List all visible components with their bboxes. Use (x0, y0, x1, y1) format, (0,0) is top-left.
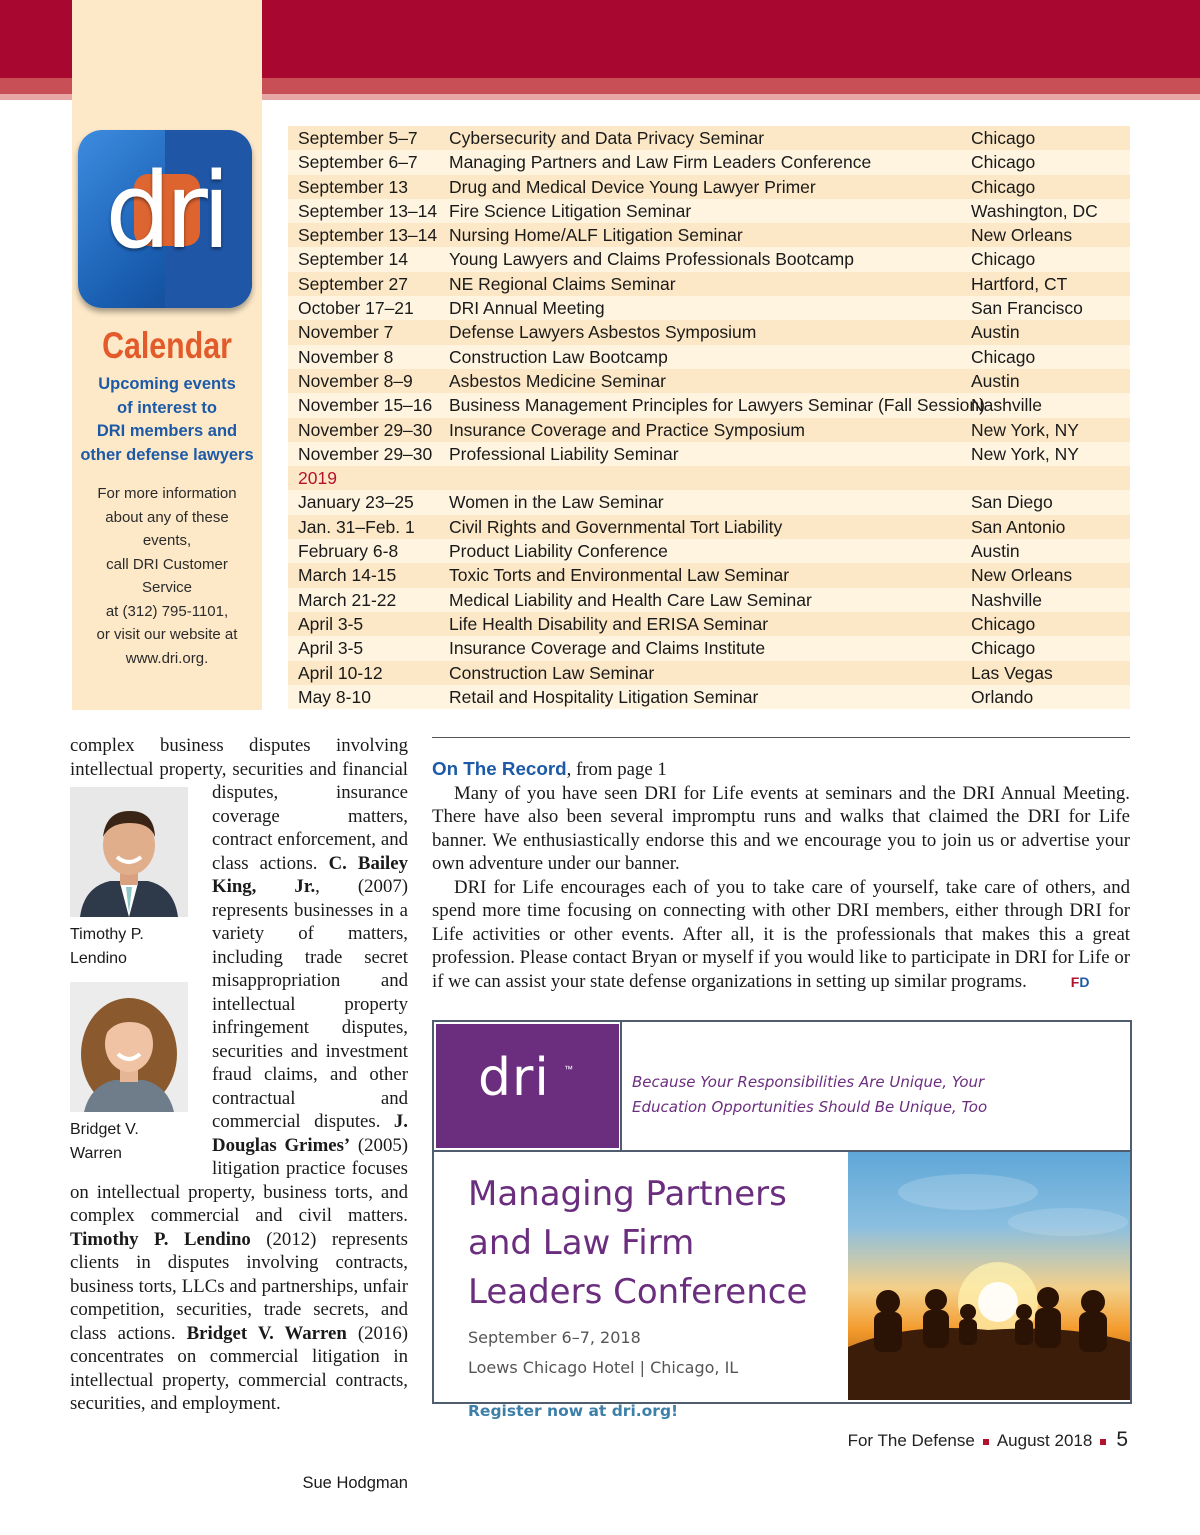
on-the-record-para-2: DRI for Life encourages each of you to take care of yourself, take care of others, and spend more time focusing on connecting with other DRI members, either through DRI for Life activities or other events. After all, it is the professionals that makes this a great profession. Please contact Bryan or myself if you would like to participate in DRI for Life or if we can assist your state defense organizations in setting up similar programs. (432, 876, 1130, 992)
event-city: Chicago (971, 176, 1036, 197)
info-line: at (312) 795-1101, (105, 602, 229, 620)
event-date: October 17–21 (298, 298, 414, 319)
event-date: April 3-5 (298, 613, 364, 634)
event-date: Jan. 31–Feb. 1 (298, 516, 415, 537)
article-text: , (2007) represents businesses in a variety of matters, including trade secret misappropriation and intellectual property infringement disputes, securities and investment fraud claims, and other contractual and commercial disputes. (212, 876, 408, 1132)
issue-date: August 2018 (996, 1431, 1093, 1450)
portrait-photo (70, 982, 188, 1112)
event-date: September 6–7 (298, 152, 418, 173)
event-date: September 13–14 (298, 200, 438, 221)
event-date: November 15–16 (298, 395, 433, 416)
continued-from: , from page 1 (566, 759, 667, 780)
article-left-column (70, 734, 408, 1416)
event-city: Chicago (971, 346, 1036, 367)
event-city: Nashville (971, 589, 1042, 610)
event-row (288, 150, 1130, 174)
event-city: New York, NY (971, 443, 1079, 464)
event-name: Construction Law Bootcamp (449, 346, 668, 367)
ad-dri-logo: dri ™ (436, 1024, 619, 1148)
event-row (288, 563, 1130, 587)
event-row (288, 661, 1130, 685)
event-city: Austin (971, 370, 1020, 391)
event-row (288, 247, 1130, 271)
event-row (288, 272, 1130, 296)
article-text: (2005) litigation practice focuses on intellectual property, business torts, and complex commercial and civil matters. (70, 1134, 408, 1226)
event-date: January 23–25 (298, 492, 414, 513)
portrait-photo (70, 787, 188, 917)
event-date: May 8-10 (298, 686, 371, 707)
event-row (288, 223, 1130, 247)
event-city: San Antonio (971, 516, 1066, 537)
event-name: Cybersecurity and Data Privacy Seminar (449, 128, 765, 148)
event-date: September 14 (298, 249, 408, 270)
bullet-icon (983, 1439, 989, 1445)
event-name: Insurance Coverage and Claims Institute (449, 638, 766, 659)
event-date: November 29–30 (298, 443, 433, 464)
event-city: Chicago (971, 152, 1036, 173)
page-footer (848, 1428, 1128, 1452)
event-city: Chicago (971, 638, 1036, 659)
event-date: April 3-5 (298, 638, 364, 659)
publication-name: For The Defense (847, 1431, 975, 1450)
event-name: Construction Law Seminar (449, 662, 655, 683)
ad-date: September 6–7, 2018 (468, 1328, 641, 1347)
person-name: Timothy P. Lendino (70, 1228, 251, 1250)
ad-photo-illustration (848, 1152, 1130, 1400)
event-name: Product Liability Conference (449, 541, 668, 562)
event-date: April 10-12 (298, 662, 383, 683)
ad-venue: Loews Chicago Hotel | Chicago, IL (468, 1358, 739, 1377)
on-the-record-heading: On The Record (432, 758, 567, 779)
event-row (288, 393, 1130, 417)
event-row (288, 442, 1130, 466)
info-line: For more information (97, 485, 237, 502)
event-row (288, 515, 1130, 539)
page-number: 5 (1116, 1428, 1128, 1451)
event-city: Orlando (971, 686, 1034, 707)
ad-register-link[interactable]: Register now at dri.org! (468, 1402, 679, 1420)
event-row (288, 199, 1130, 223)
event-year: 2019 (298, 468, 337, 489)
event-date: November 7 (298, 322, 394, 343)
logo-text: dri (105, 150, 225, 272)
event-city: San Francisco (971, 298, 1083, 319)
event-row (288, 320, 1130, 344)
event-city: Las Vegas (971, 662, 1053, 683)
article-text: complex business disputes involving intellectual property, securities and financial disputes, insurance coverage matters, contract enforcement, and class actions. (70, 735, 408, 874)
event-name: Women in the Law Seminar (449, 492, 664, 513)
event-row (288, 345, 1130, 369)
event-name: Defense Lawyers Asbestos Symposium (449, 322, 757, 343)
bullet-icon (1100, 1439, 1106, 1445)
event-date: November 29–30 (298, 419, 433, 440)
event-row (288, 369, 1130, 393)
ad-title: Managing Partners and Law Firm Leaders Conference (468, 1174, 808, 1312)
event-row (288, 612, 1130, 636)
event-row (288, 418, 1130, 442)
event-name: Asbestos Medicine Seminar (449, 370, 666, 391)
event-name: Insurance Coverage and Practice Symposium (449, 419, 806, 440)
event-city: Austin (971, 322, 1020, 343)
dri-logo (78, 130, 252, 308)
portrait-caption: Timothy P. Lendino (70, 926, 144, 967)
event-city: Chicago (971, 128, 1036, 148)
calendar-subtitle (80, 373, 254, 467)
event-row (288, 296, 1130, 320)
event-name: Nursing Home/ALF Litigation Seminar (449, 225, 743, 246)
portrait-caption: Bridget V. Warren (70, 1121, 139, 1162)
event-date: September 13–14 (298, 225, 438, 246)
info-line: or visit our website at (96, 626, 238, 643)
subtitle-line: other defense lawyers (80, 445, 254, 464)
calendar-contact-info (80, 482, 254, 670)
event-row (288, 636, 1130, 660)
event-row (288, 490, 1130, 514)
event-date: September 13 (298, 176, 408, 197)
event-row (288, 126, 1130, 150)
calendar-title: Calendar (102, 325, 232, 366)
event-city: Nashville (971, 395, 1042, 416)
person-name: Bridget V. Warren (186, 1322, 347, 1344)
info-line: call DRI Customer Service (106, 555, 228, 596)
on-the-record-article (432, 757, 1130, 994)
event-city: Chicago (971, 249, 1036, 270)
event-date: November 8–9 (298, 370, 413, 391)
article-text: (2012) represents clients in disputes involving contracts, business torts, LLCs and partnerships, unfair competition, securities, trade secrets, and class actions. (70, 1228, 408, 1344)
article-text: (2016) concentrates on commercial litigation in intellectual property, commercial contracts, securities, and employment. (70, 1322, 408, 1414)
event-date: September 5–7 (298, 128, 418, 148)
info-line: about any of these events, (105, 508, 229, 549)
person-name: J. Douglas Grimes’ (212, 1111, 408, 1156)
event-date: March 14-15 (298, 565, 397, 586)
event-row (288, 685, 1130, 709)
event-name: Young Lawyers and Claims Professionals Bootcamp (449, 249, 854, 270)
event-name: NE Regional Claims Seminar (449, 273, 676, 294)
event-name: Managing Partners and Law Firm Leaders Conference (449, 152, 872, 173)
event-date: September 27 (298, 273, 408, 294)
event-name: Toxic Torts and Environmental Law Seminar (449, 565, 790, 586)
event-date: February 6-8 (298, 541, 399, 562)
event-name: DRI Annual Meeting (449, 298, 605, 319)
event-date: March 21-22 (298, 589, 397, 610)
event-name: Drug and Medical Device Young Lawyer Primer (449, 176, 816, 197)
event-city: Austin (971, 541, 1020, 562)
event-name: Business Management Principles for Lawyers Seminar (Fall Session) (449, 395, 985, 416)
event-city: Washington, DC (971, 200, 1098, 221)
event-city: Chicago (971, 613, 1036, 634)
event-city: Hartford, CT (971, 273, 1068, 294)
event-city: New Orleans (971, 225, 1073, 246)
event-name: Professional Liability Seminar (449, 443, 679, 464)
person-name: C. Bailey King, Jr. (212, 852, 408, 897)
conference-advertisement[interactable] (432, 1020, 1132, 1420)
ad-tagline: Because Your Responsibilities Are Unique, Your Education Opportunities Should Be Unique, Too (632, 1073, 988, 1116)
event-city: New Orleans (971, 565, 1073, 586)
info-line: www.dri.org. (125, 649, 209, 667)
event-name: Fire Science Litigation Seminar (449, 200, 692, 221)
subtitle-line: of interest to (117, 398, 217, 417)
author-signature: Sue Hodgman (302, 1474, 408, 1492)
events-table (288, 126, 1130, 709)
event-name: Retail and Hospitality Litigation Seminar (449, 686, 759, 707)
event-row (288, 588, 1130, 612)
events-year-row (288, 466, 1130, 490)
portrait-figure (70, 976, 206, 1171)
portrait-figure (70, 781, 206, 976)
event-name: Life Health Disability and ERISA Seminar (449, 613, 769, 634)
event-date: November 8 (298, 346, 394, 367)
event-city: San Diego (971, 492, 1053, 513)
section-divider (432, 737, 1130, 738)
event-row (288, 175, 1130, 199)
subtitle-line: DRI members and (96, 422, 238, 440)
event-city: New York, NY (971, 419, 1079, 440)
event-name: Civil Rights and Governmental Tort Liability (449, 516, 783, 537)
event-row (288, 539, 1130, 563)
subtitle-line: Upcoming events (98, 375, 236, 393)
on-the-record-para-1: Many of you have seen DRI for Life events at seminars and the DRI Annual Meeting. There have also been several impromptu runs and walks that claimed the DRI for Life banner. We enthusiastically endorse this and we encourage you to join us or advertise your own adventure under our banner. (432, 782, 1130, 874)
event-name: Medical Liability and Health Care Law Seminar (449, 589, 812, 610)
ad-photo-silhouettes (848, 1152, 1130, 1400)
ad-divider (620, 1022, 622, 1150)
end-mark-icon: FD (1070, 973, 1090, 990)
